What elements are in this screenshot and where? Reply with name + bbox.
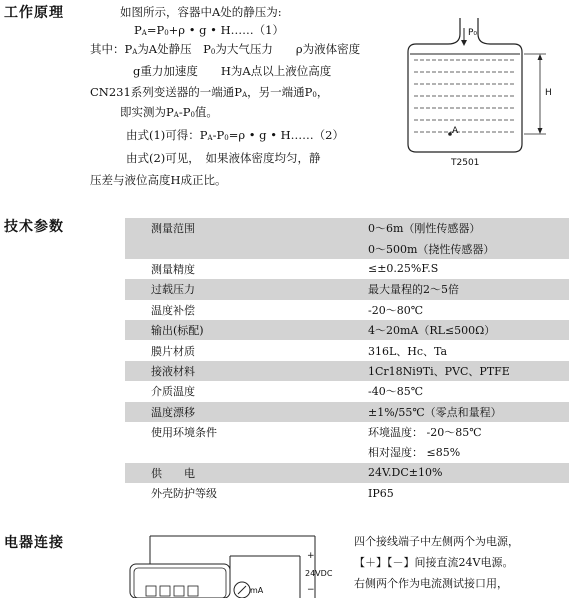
wiring-ma-label: mA [250,586,264,595]
spec-name: 测量范围 [125,218,368,238]
spec-name: 测量精度 [151,262,195,276]
spec-value: 相对湿度： ≤85% [368,446,461,460]
wiring-minus-label: − [307,585,315,595]
table-row [125,320,569,340]
diagram-label-a: A [452,126,459,136]
wiring-plus-label: + [307,551,315,561]
spec-value: ±1%/55℃（零点和量程） [368,402,569,422]
principle-line-6: 即实测为$P_A-P_0$值。 [120,105,218,119]
spec-name: 介质温度 [151,385,195,399]
table-row [125,381,569,401]
spec-value: 24V.DC±10% [368,463,569,483]
principle-title: 工作原理 [4,5,64,21]
spec-value: 环境温度： -20～85℃ [368,426,482,440]
table-row [125,442,569,462]
table-row [125,402,569,422]
principle-formula-1: $P_A=P_0+\rho$ • g • H……（1） [134,23,284,37]
table-row [125,279,569,299]
diagram-label-p0: P₀ [468,28,478,38]
table-row [125,300,569,320]
specs-title: 技术参数 [4,219,64,235]
electrical-line-3: 右侧两个作为电流测试接口用， [354,577,508,590]
spec-value: ≤±0.25%F.S [368,262,439,276]
principle-line-5: CN231系列变送器的一端通$P_A$，另一端通$P_0$， [90,85,329,99]
spec-value: 0～500m（挠性传感器） [368,238,569,258]
electrical-title: 电器连接 [4,535,64,551]
spec-value: 316L、Hc、Ta [368,344,448,358]
spec-name [125,442,368,462]
spec-name: 输出(标配) [125,320,368,340]
spec-name: 温度漂移 [125,402,368,422]
spec-name: 外壳防护等级 [151,487,217,501]
electrical-line-1: 四个接线端子中左侧两个为电源， [354,535,519,548]
spec-name: 温度补偿 [151,303,195,317]
table-row [125,463,569,483]
specs-table [125,218,569,503]
diagram-label-h: H [545,88,552,98]
spec-name: 过载压力 [125,279,368,299]
principle-line-8: 由式(2)可见， 如果液体密度均匀，静 [126,151,321,165]
electrical-line-2: 【＋】【－】间接直流24V电源。 [354,556,514,569]
spec-value: IP65 [368,486,394,500]
table-row [125,340,569,360]
spec-value: 0～6m（刚性传感器） [368,218,569,238]
tank-diagram [400,14,560,174]
table-row [125,422,569,442]
spec-value: 1Cr18Ni9Ti、PVC、PTFE [368,361,569,381]
spec-name: 供 电 [125,463,368,483]
principle-line-9: 压差与液位高度H成正比。 [90,173,227,187]
principle-formula-2: 由式(1)可得：$P_A-P_0=\rho$ • g • H……（2） [126,128,344,142]
diagram-caption: T2501 [451,158,480,168]
table-row [125,218,569,238]
spec-value: 最大量程的2～5倍 [368,279,569,299]
principle-line-3: 其中：$P_A$为A处静压 $P_0$为大气压力 ρ为液体密度 [90,42,361,56]
table-row [125,238,569,258]
table-row [125,259,569,279]
spec-name [125,238,368,258]
table-row [125,483,569,503]
spec-value: 4～20mA（RL≤500Ω） [368,320,569,340]
spec-name: 膜片材质 [151,344,195,358]
principle-line-4: g重力加速度 H为A点以上液位高度 [133,64,332,78]
spec-value: -40～85℃ [368,385,424,399]
table-row [125,361,569,381]
principle-line-1: 如图所示，容器中A处的静压为: [120,5,282,19]
spec-name: 使用环境条件 [151,426,217,440]
spec-name: 接液材料 [125,361,368,381]
wiring-voltage-label: 24VDC [305,569,333,578]
spec-value: -20～80℃ [368,303,424,317]
